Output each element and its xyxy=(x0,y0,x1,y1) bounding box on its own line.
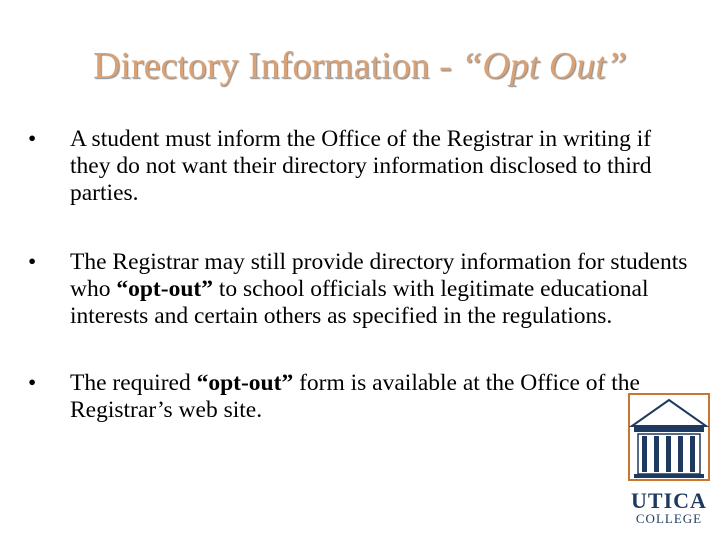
slide-title xyxy=(0,40,720,92)
bullet-list xyxy=(28,126,693,424)
logo-building-icon xyxy=(629,394,709,480)
bullet-text-after: to school officials with legitimate educational interests and certain others as specified in the regulations. xyxy=(70,276,649,329)
bullet-item-1 xyxy=(28,126,693,207)
logo-text-college: COLLEGE xyxy=(635,511,703,526)
bullet-marker: • xyxy=(28,126,37,152)
logo-text-utica: UTICA xyxy=(631,488,707,513)
bullet-text-before: The Registrar may still provide directory information for students who xyxy=(70,249,688,302)
bullet-text: A student must inform the Office of the Registrar in writing if they do not want their directory information disclosed to third parties. xyxy=(70,126,652,206)
opt-out-highlight: “opt-out” xyxy=(196,370,294,396)
bullet-marker: • xyxy=(28,249,37,275)
bullet-item-3 xyxy=(28,370,693,424)
bullet-marker: • xyxy=(28,370,37,396)
utica-college-logo xyxy=(628,392,710,526)
bullet-text-after: form is available at the Office of the Registrar’s web site. xyxy=(70,370,640,423)
bullet-text-before: The required xyxy=(70,370,197,396)
bullet-item-2 xyxy=(28,249,693,330)
title-emphasis: “Opt Out” xyxy=(461,45,628,87)
opt-out-highlight: “opt-out” xyxy=(116,276,213,302)
title-main: Directory Information - xyxy=(92,45,462,87)
